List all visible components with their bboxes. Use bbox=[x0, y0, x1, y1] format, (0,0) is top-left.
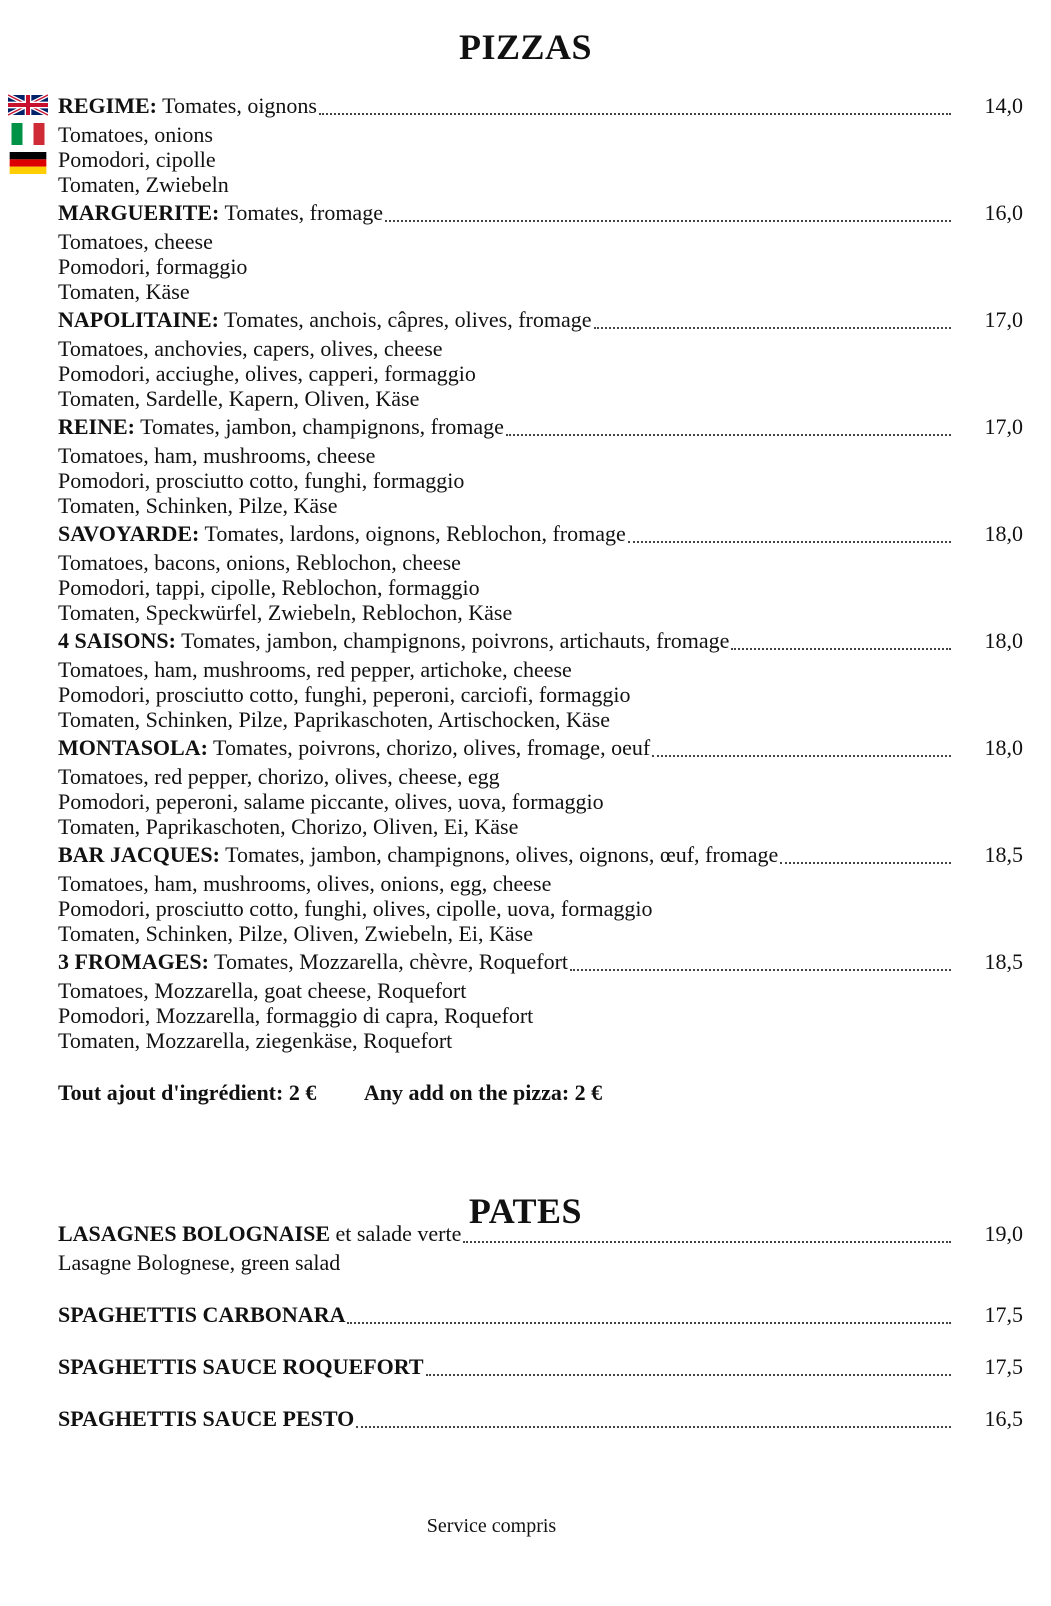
pizza-description-en: Tomatoes, onions bbox=[58, 122, 213, 147]
pizza-item bbox=[58, 732, 1023, 839]
germany-flag-icon bbox=[8, 152, 48, 174]
pizza-row bbox=[58, 197, 1023, 229]
pizza-name: REGIME: bbox=[58, 93, 157, 118]
pizza-description-de: Tomaten, Schinken, Pilze, Oliven, Zwiebeln, Ei, Käse bbox=[58, 921, 534, 946]
pizza-name: SAVOYARDE: bbox=[58, 521, 200, 546]
pizza-description-it: Pomodori, tappi, cipolle, Reblochon, formaggio bbox=[58, 575, 480, 600]
pizza-item bbox=[58, 90, 1023, 197]
pizza-item bbox=[58, 304, 1023, 411]
pizza-item bbox=[58, 839, 1023, 946]
pizza-description-it: Pomodori, Mozzarella, formaggio di capra, Roquefort bbox=[58, 1003, 534, 1028]
dot-leader bbox=[780, 861, 951, 864]
addon-note-fr: Tout ajout d'ingrédient: 2 € bbox=[58, 1080, 317, 1105]
pizza-item bbox=[58, 411, 1023, 518]
pizza-description-en: Tomatoes, Mozzarella, goat cheese, Roquefort bbox=[58, 978, 467, 1003]
pasta-price: 17,5 bbox=[984, 1302, 1023, 1327]
pasta-item bbox=[58, 1351, 1023, 1383]
pizza-description-de: Tomaten, Schinken, Pilze, Käse bbox=[58, 493, 338, 518]
pasta-price: 19,0 bbox=[984, 1221, 1023, 1246]
dot-leader bbox=[628, 540, 951, 543]
pizza-description-de: Tomaten, Käse bbox=[58, 279, 190, 304]
dot-leader bbox=[356, 1425, 951, 1428]
pizza-row bbox=[58, 90, 1023, 122]
pizza-description-fr: Tomates, poivrons, chorizo, olives, fromage, oeuf bbox=[207, 735, 651, 760]
pizza-row bbox=[58, 625, 1023, 657]
dot-leader bbox=[652, 754, 951, 757]
dot-leader bbox=[347, 1321, 951, 1324]
pizza-description-de: Tomaten, Sardelle, Kapern, Oliven, Käse bbox=[58, 386, 420, 411]
pasta-price: 16,5 bbox=[984, 1406, 1023, 1431]
pizza-description-it: Pomodori, peperoni, salame piccante, olives, uova, formaggio bbox=[58, 789, 604, 814]
pates-list bbox=[58, 1218, 1023, 1455]
addon-note bbox=[58, 1080, 602, 1106]
pizza-row bbox=[58, 839, 1023, 871]
pizza-price: 18,5 bbox=[984, 949, 1023, 974]
pizza-item bbox=[58, 197, 1023, 304]
dot-leader bbox=[463, 1240, 951, 1243]
pizza-description-de: Tomaten, Zwiebeln bbox=[58, 172, 229, 197]
dot-leader bbox=[506, 433, 951, 436]
italy-flag-icon bbox=[8, 123, 48, 145]
pasta-name: LASAGNES BOLOGNAISE bbox=[58, 1221, 331, 1246]
pasta-row bbox=[58, 1299, 1023, 1331]
pizza-description-fr: Tomates, anchois, câpres, olives, fromage bbox=[218, 307, 592, 332]
pizza-price: 14,0 bbox=[984, 93, 1023, 118]
pizza-description-fr: Tomates, oignons bbox=[157, 93, 317, 118]
pizza-description-it: Pomodori, cipolle bbox=[58, 147, 216, 172]
pizza-price: 18,5 bbox=[984, 842, 1023, 867]
pizza-description-de: Tomaten, Paprikaschoten, Chorizo, Oliven, Ei, Käse bbox=[58, 814, 519, 839]
pizza-name: 4 SAISONS: bbox=[58, 628, 176, 653]
pizza-name: REINE: bbox=[58, 414, 136, 439]
pasta-name: SPAGHETTIS CARBONARA bbox=[58, 1302, 346, 1327]
pizza-description-fr: Tomates, jambon, champignons, fromage bbox=[135, 414, 504, 439]
pizza-item bbox=[58, 518, 1023, 625]
pizza-price: 18,0 bbox=[984, 628, 1023, 653]
pasta-description-en: Lasagne Bolognese, green salad bbox=[58, 1250, 341, 1275]
pasta-row bbox=[58, 1351, 1023, 1383]
dot-leader bbox=[731, 647, 951, 650]
pizza-description-it: Pomodori, formaggio bbox=[58, 254, 248, 279]
dot-leader bbox=[570, 968, 951, 971]
pizza-description-it: Pomodori, prosciutto cotto, funghi, peperoni, carciofi, formaggio bbox=[58, 682, 631, 707]
dot-leader bbox=[426, 1373, 951, 1376]
pasta-description-fr: et salade verte bbox=[330, 1221, 462, 1246]
pizza-list bbox=[58, 90, 1023, 1053]
pizza-description-en: Tomatoes, cheese bbox=[58, 229, 213, 254]
language-flags bbox=[8, 94, 48, 181]
pizza-description-fr: Tomates, lardons, oignons, Reblochon, fromage bbox=[199, 521, 626, 546]
pizza-description-fr: Tomates, jambon, champignons, poivrons, artichauts, fromage bbox=[175, 628, 730, 653]
dot-leader bbox=[319, 112, 951, 115]
pizza-row bbox=[58, 732, 1023, 764]
pasta-item bbox=[58, 1218, 1023, 1275]
pizza-description-de: Tomaten, Schinken, Pilze, Paprikaschoten, Artischocken, Käse bbox=[58, 707, 610, 732]
pizza-item bbox=[58, 946, 1023, 1053]
pizza-description-fr: Tomates, jambon, champignons, olives, oignons, œuf, fromage bbox=[219, 842, 779, 867]
section-heading-pates: PATES bbox=[468, 1191, 583, 1231]
section-heading-pizzas: PIZZAS bbox=[458, 27, 593, 67]
pizza-description-de: Tomaten, Speckwürfel, Zwiebeln, Reblochon, Käse bbox=[58, 600, 513, 625]
pasta-name: SPAGHETTIS SAUCE ROQUEFORT bbox=[58, 1354, 424, 1379]
pizza-description-en: Tomatoes, red pepper, chorizo, olives, cheese, egg bbox=[58, 764, 500, 789]
pizza-item bbox=[58, 625, 1023, 732]
pizza-description-it: Pomodori, prosciutto cotto, funghi, olives, cipolle, uova, formaggio bbox=[58, 896, 653, 921]
pizza-description-en: Tomatoes, ham, mushrooms, cheese bbox=[58, 443, 376, 468]
pizza-description-fr: Tomates, Mozzarella, chèvre, Roquefort bbox=[208, 949, 569, 974]
pizza-price: 18,0 bbox=[984, 735, 1023, 760]
pasta-item bbox=[58, 1403, 1023, 1435]
pizza-row bbox=[58, 518, 1023, 550]
service-note: Service compris bbox=[426, 1515, 557, 1537]
pizza-description-it: Pomodori, acciughe, olives, capperi, formaggio bbox=[58, 361, 476, 386]
pasta-row bbox=[58, 1403, 1023, 1435]
pizza-name: MARGUERITE: bbox=[58, 200, 220, 225]
dot-leader bbox=[385, 219, 951, 222]
pizza-description-it: Pomodori, prosciutto cotto, funghi, formaggio bbox=[58, 468, 465, 493]
dot-leader bbox=[594, 326, 951, 329]
pizza-name: BAR JACQUES: bbox=[58, 842, 220, 867]
pizza-price: 17,0 bbox=[984, 307, 1023, 332]
pasta-row bbox=[58, 1218, 1023, 1250]
pizza-description-en: Tomatoes, bacons, onions, Reblochon, cheese bbox=[58, 550, 461, 575]
pizza-row bbox=[58, 946, 1023, 978]
pizza-price: 18,0 bbox=[984, 521, 1023, 546]
pizza-description-en: Tomatoes, ham, mushrooms, red pepper, artichoke, cheese bbox=[58, 657, 572, 682]
pizza-name: NAPOLITAINE: bbox=[58, 307, 219, 332]
pasta-item bbox=[58, 1299, 1023, 1331]
uk-flag-icon bbox=[8, 94, 48, 116]
pizza-row bbox=[58, 411, 1023, 443]
pizza-name: MONTASOLA: bbox=[58, 735, 208, 760]
pizza-price: 17,0 bbox=[984, 414, 1023, 439]
pasta-price: 17,5 bbox=[984, 1354, 1023, 1379]
addon-note-en: Any add on the pizza: 2 € bbox=[363, 1080, 603, 1105]
pasta-name: SPAGHETTIS SAUCE PESTO bbox=[58, 1406, 355, 1431]
pizza-description-de: Tomaten, Mozzarella, ziegenkäse, Roquefort bbox=[58, 1028, 453, 1053]
pizza-description-en: Tomatoes, ham, mushrooms, olives, onions, egg, cheese bbox=[58, 871, 552, 896]
pizza-row bbox=[58, 304, 1023, 336]
pizza-description-en: Tomatoes, anchovies, capers, olives, cheese bbox=[58, 336, 443, 361]
pizza-price: 16,0 bbox=[984, 200, 1023, 225]
pizza-description-fr: Tomates, fromage bbox=[219, 200, 383, 225]
pizza-name: 3 FROMAGES: bbox=[58, 949, 209, 974]
